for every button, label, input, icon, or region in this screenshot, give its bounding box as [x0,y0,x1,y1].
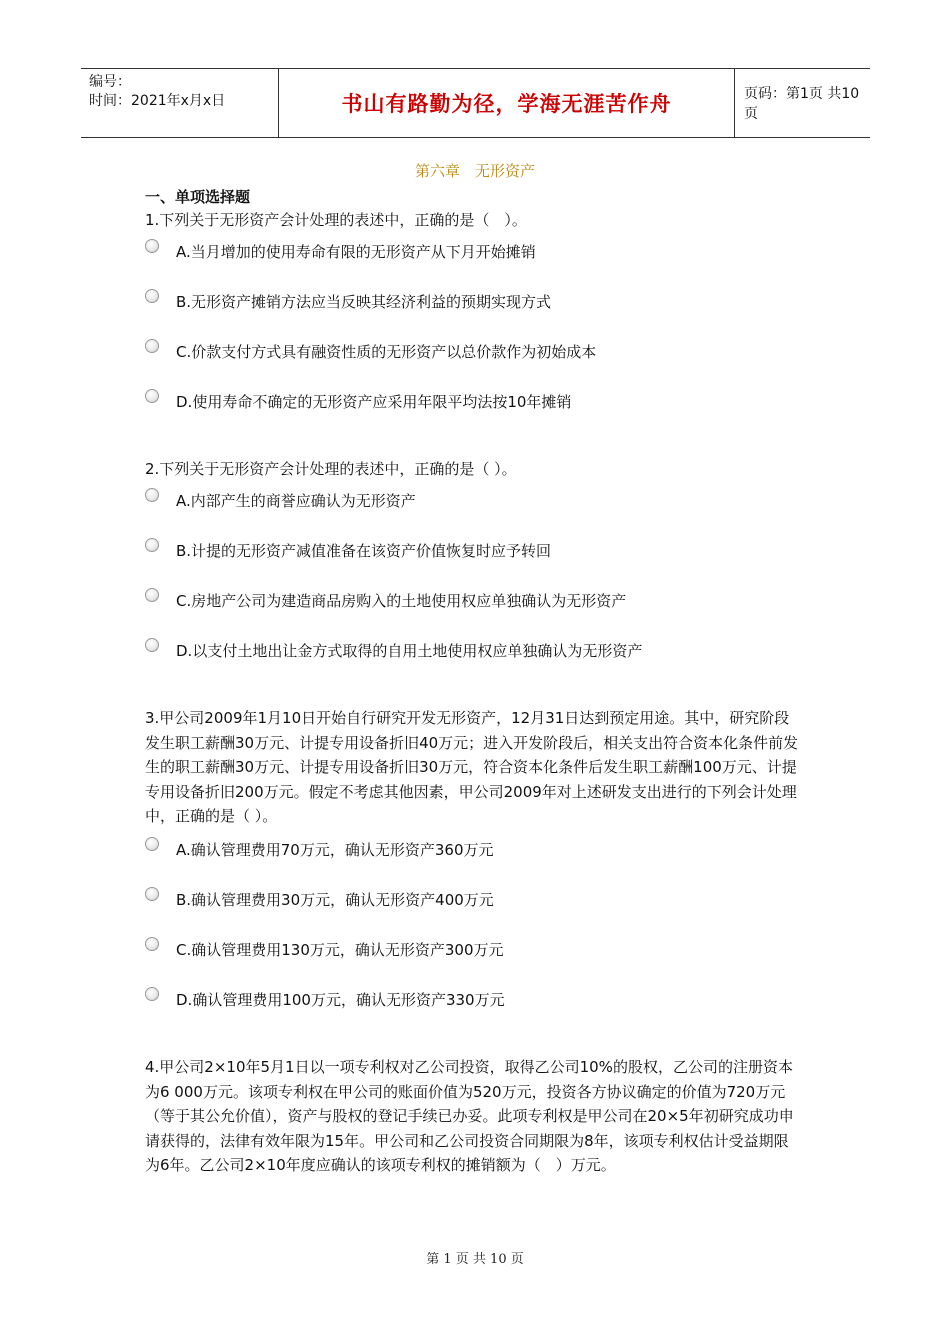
header-page-cell [734,69,870,137]
question-3-option-d[interactable]: D.确认管理费用100万元，确认无形资产330万元 [145,989,505,1010]
question-3-option-b[interactable]: B.确认管理费用30万元，确认无形资产400万元 [145,889,494,910]
page-header [81,68,870,138]
section-title: 一、单项选择题 [145,188,251,206]
question-1-option-d[interactable]: D.使用寿命不确定的无形资产应采用年限平均法按10年摊销 [145,391,571,412]
time-label: 时间：2021年x月x日 [89,93,226,109]
radio-icon[interactable] [145,937,159,951]
question-4-stem: 4.甲公司2×10年5月1日以一项专利权对乙公司投资，取得乙公司10%的股权，乙公司的注册资本为6 000万元。该项专利权在甲公司的账面价值为520万元，投资各方协议确定的价值为720万元（等于其公允价值），资产与股权的登记手续已办妥。此项专利权是甲公司在20×5年初研究成功申请获得的，法律有效年限为15年。甲公司和乙公司投资合同期限为8年，该项专利权估计受益期限为6年。乙公司2×10年度应确认的该项专利权的摊销额为（ ）万元。 [145,1058,794,1174]
question-3-option-c[interactable]: C.确认管理费用130万元，确认无形资产300万元 [145,939,504,960]
radio-icon[interactable] [145,987,159,1001]
question-1-option-b[interactable]: B.无形资产摊销方法应当反映其经济利益的预期实现方式 [145,291,551,312]
question-2-stem: 2.下列关于无形资产会计处理的表述中，正确的是（ ）。 [145,460,517,478]
question-2-option-b[interactable]: B.计提的无形资产减值准备在该资产价值恢复时应予转回 [145,540,551,561]
radio-icon[interactable] [145,239,159,253]
radio-icon[interactable] [145,638,159,652]
radio-icon[interactable] [145,887,159,901]
question-3-option-a[interactable]: A.确认管理费用70万元，确认无形资产360万元 [145,839,494,860]
question-1-option-a[interactable]: A.当月增加的使用寿命有限的无形资产从下月开始摊销 [145,241,536,262]
radio-icon[interactable] [145,488,159,502]
radio-icon[interactable] [145,538,159,552]
header-motto-cell [279,69,735,137]
motto: 书山有路勤为径，学海无涯苦作舟 [341,92,672,116]
question-2-option-d[interactable]: D.以支付土地出让金方式取得的自用土地使用权应单独确认为无形资产 [145,640,642,661]
radio-icon[interactable] [145,837,159,851]
radio-icon[interactable] [145,289,159,303]
question-2-option-c[interactable]: C.房地产公司为建造商品房购入的土地使用权应单独确认为无形资产 [145,590,626,611]
question-3-stem: 3.甲公司2009年1月10日开始自行研究开发无形资产，12月31日达到预定用途。其中，研究阶段发生职工薪酬30万元、计提专用设备折旧40万元；进入开发阶段后，相关支出符合资本化条件前发生的职工薪酬30万元、计提专用设备折旧30万元，符合资本化条件后发生职工薪酬100万元、计提专用设备折旧200万元。假定不考虑其他因素，甲公司2009年对上述研发支出进行的下列会计处理中，正确的是（ ）。 [145,709,799,825]
radio-icon[interactable] [145,389,159,403]
question-1-option-c[interactable]: C.价款支付方式具有融资性质的无形资产以总价款作为初始成本 [145,341,596,362]
number-label: 编号： [89,74,131,90]
question-2-option-a[interactable]: A.内部产生的商誉应确认为无形资产 [145,490,416,511]
header-meta [81,69,279,137]
radio-icon[interactable] [145,339,159,353]
page-info: 页码：第1页 共10页 [744,86,860,122]
page-footer: 第 1 页 共 10 页 [426,1252,524,1267]
chapter-title: 第六章 无形资产 [414,162,535,180]
question-1-stem: 1.下列关于无形资产会计处理的表述中，正确的是（ ）。 [145,211,527,229]
radio-icon[interactable] [145,588,159,602]
